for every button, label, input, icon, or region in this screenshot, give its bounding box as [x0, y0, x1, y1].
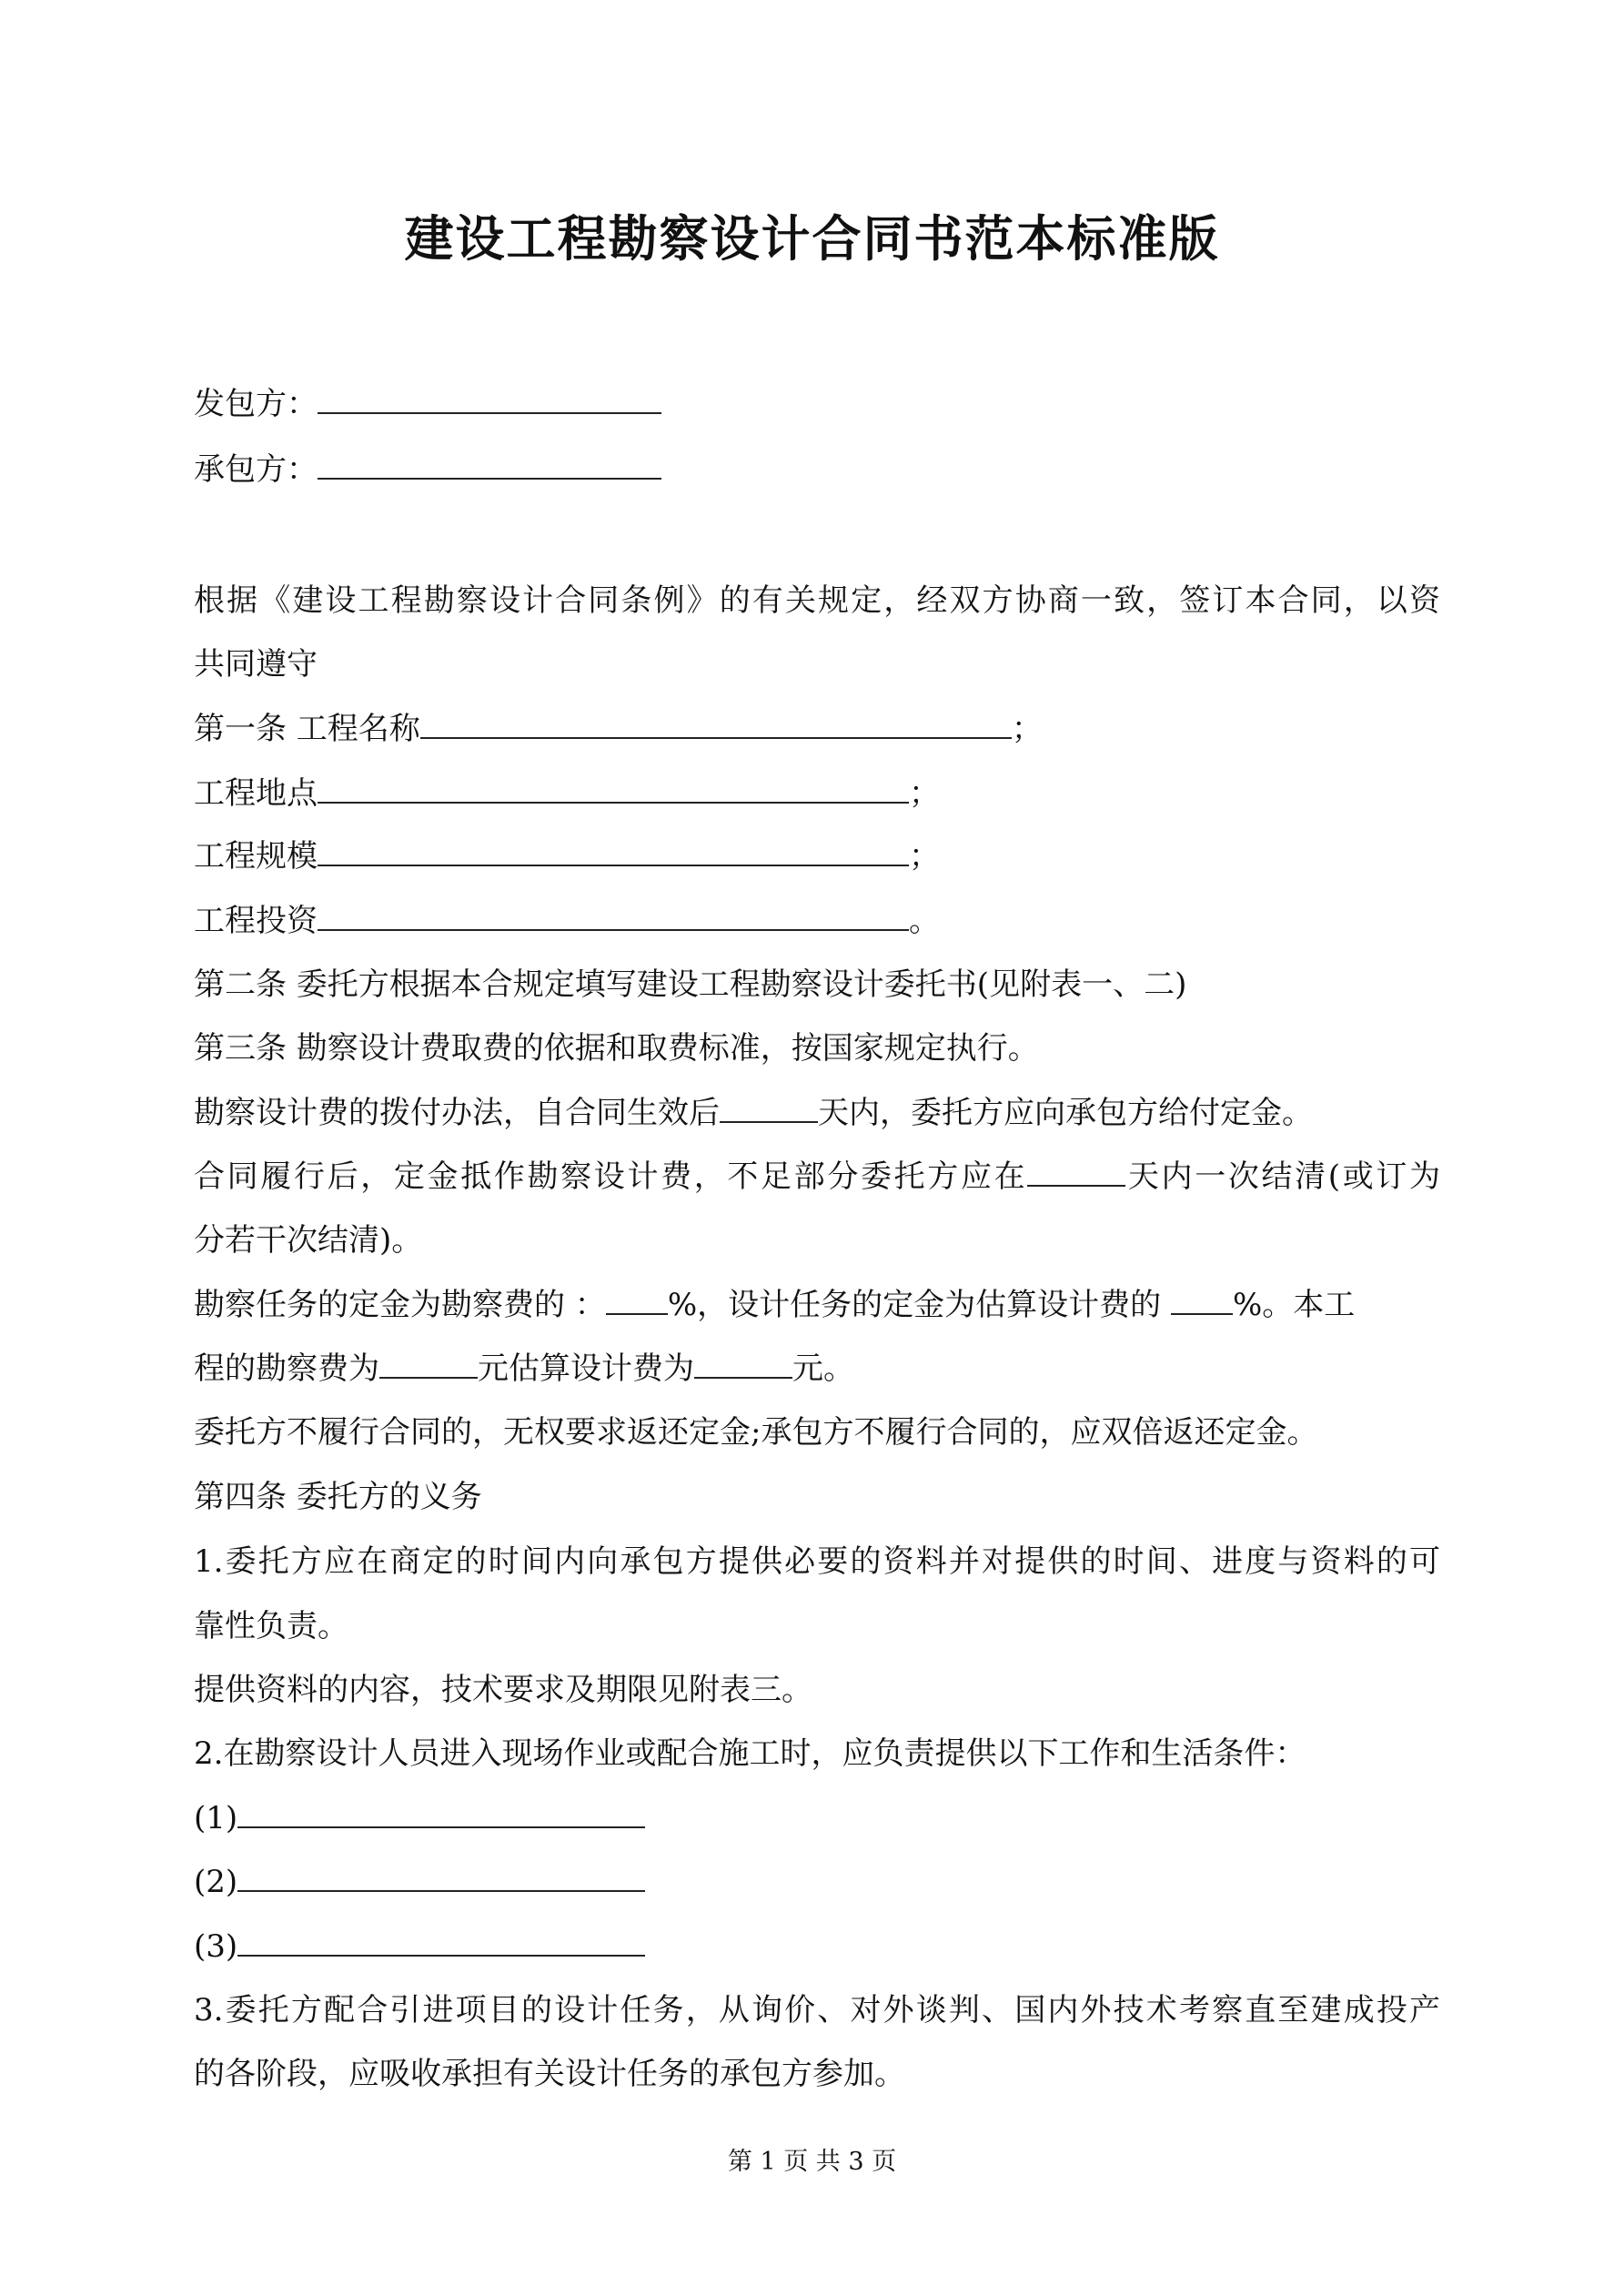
condition-3: [194, 1926, 1440, 1967]
project-name-blank: [420, 710, 1012, 739]
location-line: [194, 773, 1440, 814]
design-deposit-blank: [1171, 1286, 1233, 1315]
investment-end: 。: [909, 903, 940, 939]
payment-text-b: 天内，委托方应向承包方给付定金。: [818, 1095, 1313, 1131]
breach-clause: 委托方不履行合同的，无权要求返还定金;承包方不履行合同的，应双倍返还定金。: [194, 1414, 1318, 1451]
condition-1: [194, 1797, 1440, 1839]
article-2: 第二条 委托方根据本合规定填写建设工程勘察设计委托书(见附表一、二): [194, 966, 1187, 1003]
condition-2-blank: [237, 1863, 645, 1892]
scale-end: ；: [909, 838, 940, 875]
document-title: 建设工程勘察设计合同书范本标准版: [404, 210, 1220, 268]
condition-2: [194, 1861, 1440, 1903]
party-a-blank: [318, 385, 661, 414]
article-1-line: [194, 708, 1440, 750]
fee-text-a: 程的勘察费为: [194, 1350, 379, 1387]
condition-3-blank: [237, 1927, 645, 1957]
contract-text-a: 合同履行后，定金抵作勘察设计费，不足部分委托方应在: [194, 1158, 1028, 1195]
article-1-prefix: 第一条 工程名称: [194, 711, 420, 747]
party-b-label: 承包方：: [194, 451, 318, 488]
item-1-line-2: 靠性负责。: [194, 1608, 348, 1644]
party-b-line: [194, 449, 1440, 491]
payment-line: [194, 1092, 1440, 1134]
article-4: 第四条 委托方的义务: [194, 1479, 482, 1515]
contract-line-1: [194, 1156, 1440, 1198]
contract-text-b: 天内一次结清(或订为: [1125, 1158, 1441, 1195]
article-1-end: ；: [1011, 711, 1043, 747]
settle-days-blank: [1027, 1158, 1125, 1187]
condition-1-label: (1): [194, 1800, 238, 1836]
scale-line: [194, 835, 1440, 877]
party-b-blank: [318, 450, 661, 480]
deposit-text-c: %。本工: [1232, 1287, 1356, 1323]
survey-fee-blank: [379, 1350, 478, 1379]
design-fee-blank: [694, 1350, 792, 1379]
intro-line-2: 共同遵守: [194, 646, 318, 683]
condition-2-label: (2): [194, 1864, 238, 1900]
survey-deposit-blank: [606, 1286, 668, 1315]
investment-label: 工程投资: [194, 903, 318, 939]
payment-days-blank: [720, 1094, 818, 1123]
location-label: 工程地点: [194, 775, 318, 812]
deposit-text-b: %，设计任务的定金为估算设计费的: [667, 1287, 1171, 1323]
payment-text-a: 勘察设计费的拨付办法，自合同生效后: [194, 1095, 720, 1131]
contract-line-2: 分若干次结清)。: [194, 1222, 423, 1259]
party-a-label: 发包方：: [194, 386, 318, 422]
item-2: 2.在勘察设计人员进入现场作业或配合施工时，应负责提供以下工作和生活条件：: [194, 1735, 1306, 1772]
intro-line-1: 根据《建设工程勘察设计合同条例》的有关规定，经双方协商一致，签订本合同，以资: [194, 582, 1440, 619]
location-blank: [318, 774, 909, 804]
item-1-line-1: 1.委托方应在商定的时间内向承包方提供必要的资料并对提供的时间、进度与资料的可: [194, 1543, 1440, 1580]
deposit-line: [194, 1284, 1440, 1326]
condition-3-label: (3): [194, 1928, 238, 1965]
condition-1-blank: [237, 1799, 645, 1828]
investment-line: [194, 900, 1440, 942]
scale-blank: [318, 837, 909, 866]
fee-text-b: 元估算设计费为: [478, 1350, 694, 1387]
scale-label: 工程规模: [194, 838, 318, 875]
article-3: 第三条 勘察设计费取费的依据和取费标准，按国家规定执行。: [194, 1030, 1039, 1067]
party-a-line: [194, 383, 1440, 425]
fee-line: [194, 1348, 1440, 1390]
fee-text-c: 元。: [792, 1350, 854, 1387]
location-end: ；: [909, 775, 940, 812]
item-3-line-1: 3.委托方配合引进项目的设计任务，从询价、对外谈判、国内外技术考察直至建成投产: [194, 1992, 1440, 2028]
materials-line: 提供资料的内容，技术要求及期限见附表三。: [194, 1672, 812, 1708]
deposit-text-a: 勘察任务的定金为勘察费的 ：: [194, 1287, 606, 1323]
page-footer: 第 1 页 共 3 页: [727, 2148, 897, 2176]
investment-blank: [318, 902, 909, 931]
item-3-line-2: 的各阶段，应吸收承担有关设计任务的承包方参加。: [194, 2056, 905, 2092]
